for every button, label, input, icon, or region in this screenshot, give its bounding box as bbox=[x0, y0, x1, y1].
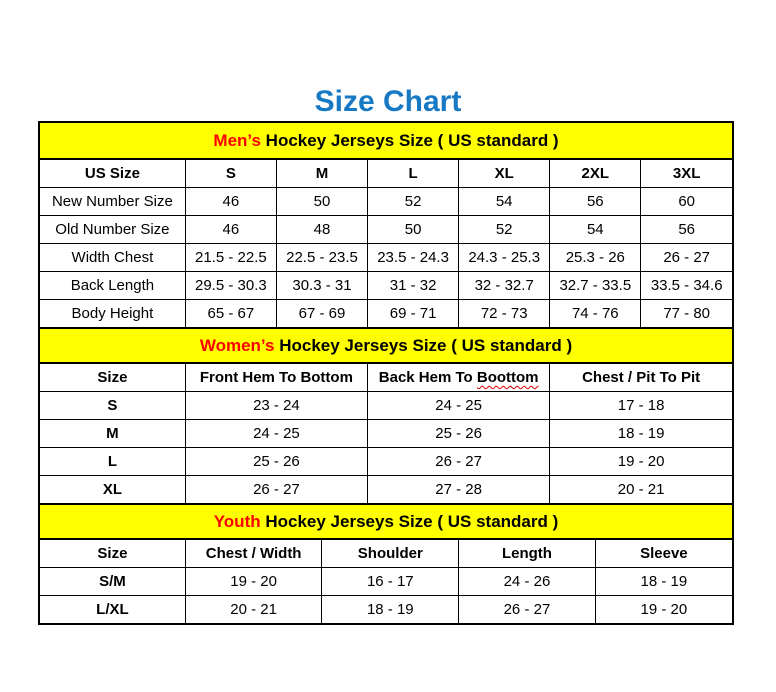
size-value: 52 bbox=[459, 216, 550, 244]
size-value: 24 - 25 bbox=[368, 392, 550, 420]
header-row bbox=[40, 160, 732, 188]
table-row bbox=[40, 420, 732, 448]
row-label: L bbox=[40, 448, 185, 476]
row-label: Width Chest bbox=[40, 244, 185, 272]
table-row bbox=[40, 272, 732, 300]
column-header: Chest / Width bbox=[185, 540, 322, 568]
size-value: 56 bbox=[550, 188, 641, 216]
size-value: 19 - 20 bbox=[550, 448, 732, 476]
table-row bbox=[40, 300, 732, 328]
size-value: 50 bbox=[276, 188, 367, 216]
size-value: 23.5 - 24.3 bbox=[368, 244, 459, 272]
mens-banner bbox=[40, 123, 732, 160]
size-value: 50 bbox=[368, 216, 459, 244]
size-value: 25.3 - 26 bbox=[550, 244, 641, 272]
size-value: 48 bbox=[276, 216, 367, 244]
size-value: 74 - 76 bbox=[550, 300, 641, 328]
header-row bbox=[40, 364, 732, 392]
table-row bbox=[40, 448, 732, 476]
section-mens bbox=[40, 123, 732, 327]
size-value: 21.5 - 22.5 bbox=[185, 244, 276, 272]
column-header: US Size bbox=[40, 160, 185, 188]
size-value: 69 - 71 bbox=[368, 300, 459, 328]
size-value: 29.5 - 30.3 bbox=[185, 272, 276, 300]
row-label: Back Length bbox=[40, 272, 185, 300]
column-header: 2XL bbox=[550, 160, 641, 188]
size-value: 19 - 20 bbox=[185, 568, 322, 596]
table-row bbox=[40, 244, 732, 272]
size-value: 27 - 28 bbox=[368, 476, 550, 504]
row-label: S/M bbox=[40, 568, 185, 596]
youth-size-table bbox=[40, 540, 732, 623]
misspelled-word: Boottom bbox=[476, 369, 539, 386]
womens-banner-text: Hockey Jerseys Size ( US standard ) bbox=[274, 335, 573, 355]
column-header: Size bbox=[40, 540, 185, 568]
size-value: 16 - 17 bbox=[322, 568, 459, 596]
size-value: 46 bbox=[185, 216, 276, 244]
row-label: M bbox=[40, 420, 185, 448]
row-label: Body Height bbox=[40, 300, 185, 328]
size-value: 32 - 32.7 bbox=[459, 272, 550, 300]
size-value: 24.3 - 25.3 bbox=[459, 244, 550, 272]
column-header: Size bbox=[40, 364, 185, 392]
size-value: 26 - 27 bbox=[185, 476, 367, 504]
column-header: Sleeve bbox=[595, 540, 732, 568]
womens-size-table bbox=[40, 364, 732, 503]
size-value: 54 bbox=[550, 216, 641, 244]
size-value: 52 bbox=[368, 188, 459, 216]
womens-banner-highlight: Women’s bbox=[199, 335, 275, 355]
row-label: Old Number Size bbox=[40, 216, 185, 244]
size-value: 33.5 - 34.6 bbox=[641, 272, 732, 300]
row-label: S bbox=[40, 392, 185, 420]
table-row bbox=[40, 568, 732, 596]
column-header: Front Hem To Bottom bbox=[185, 364, 367, 392]
column-header: S bbox=[185, 160, 276, 188]
size-value: 20 - 21 bbox=[185, 596, 322, 624]
page-title: Size Chart bbox=[314, 85, 462, 119]
column-header: Back Hem To Boottom bbox=[368, 364, 550, 392]
size-value: 54 bbox=[459, 188, 550, 216]
table-row bbox=[40, 216, 732, 244]
size-chart bbox=[38, 121, 734, 625]
size-value: 24 - 26 bbox=[459, 568, 596, 596]
youth-banner-highlight: Youth bbox=[213, 511, 261, 531]
row-label: New Number Size bbox=[40, 188, 185, 216]
size-value: 65 - 67 bbox=[185, 300, 276, 328]
size-value: 67 - 69 bbox=[276, 300, 367, 328]
size-value: 23 - 24 bbox=[185, 392, 367, 420]
size-value: 77 - 80 bbox=[641, 300, 732, 328]
size-value: 22.5 - 23.5 bbox=[276, 244, 367, 272]
womens-banner bbox=[40, 327, 732, 364]
section-womens bbox=[40, 327, 732, 503]
column-header: Length bbox=[459, 540, 596, 568]
mens-banner-highlight: Men’s bbox=[213, 130, 261, 150]
column-header: 3XL bbox=[641, 160, 732, 188]
section-youth bbox=[40, 503, 732, 623]
table-row bbox=[40, 596, 732, 624]
size-value: 31 - 32 bbox=[368, 272, 459, 300]
size-value: 17 - 18 bbox=[550, 392, 732, 420]
size-value: 56 bbox=[641, 216, 732, 244]
size-value: 20 - 21 bbox=[550, 476, 732, 504]
mens-banner-text: Hockey Jerseys Size ( US standard ) bbox=[260, 130, 559, 150]
table-row bbox=[40, 392, 732, 420]
column-header: Shoulder bbox=[322, 540, 459, 568]
size-value: 18 - 19 bbox=[550, 420, 732, 448]
column-header: Chest / Pit To Pit bbox=[550, 364, 732, 392]
mens-size-table bbox=[40, 160, 732, 327]
size-value: 26 - 27 bbox=[641, 244, 732, 272]
youth-banner bbox=[40, 503, 732, 540]
size-value: 46 bbox=[185, 188, 276, 216]
column-header: L bbox=[368, 160, 459, 188]
row-label: XL bbox=[40, 476, 185, 504]
column-header: M bbox=[276, 160, 367, 188]
size-value: 60 bbox=[641, 188, 732, 216]
size-value: 30.3 - 31 bbox=[276, 272, 367, 300]
table-row bbox=[40, 476, 732, 504]
size-value: 25 - 26 bbox=[368, 420, 550, 448]
table-row bbox=[40, 188, 732, 216]
size-value: 19 - 20 bbox=[595, 596, 732, 624]
size-value: 72 - 73 bbox=[459, 300, 550, 328]
header-row bbox=[40, 540, 732, 568]
row-label: L/XL bbox=[40, 596, 185, 624]
size-value: 25 - 26 bbox=[185, 448, 367, 476]
size-value: 18 - 19 bbox=[595, 568, 732, 596]
size-value: 18 - 19 bbox=[322, 596, 459, 624]
size-value: 32.7 - 33.5 bbox=[550, 272, 641, 300]
size-value: 26 - 27 bbox=[459, 596, 596, 624]
column-header: XL bbox=[459, 160, 550, 188]
size-value: 24 - 25 bbox=[185, 420, 367, 448]
size-value: 26 - 27 bbox=[368, 448, 550, 476]
youth-banner-text: Hockey Jerseys Size ( US standard ) bbox=[260, 511, 559, 531]
